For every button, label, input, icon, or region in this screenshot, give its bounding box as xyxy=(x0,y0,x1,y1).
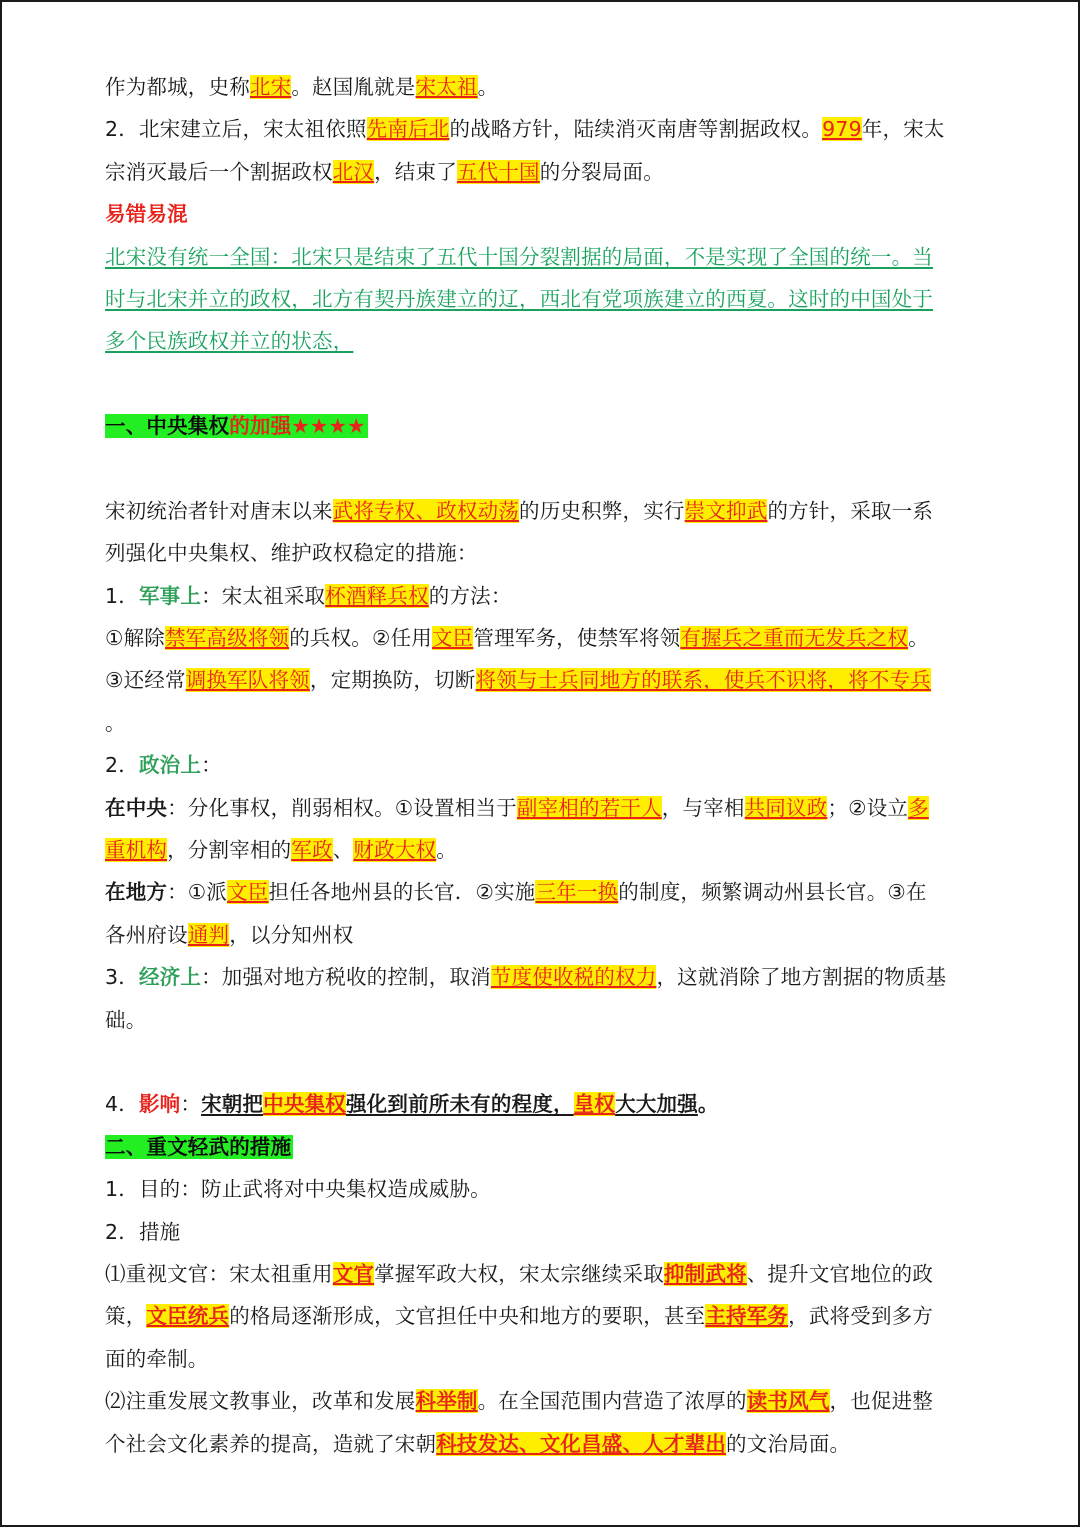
highlight-term: 武将专权、政权动荡 xyxy=(332,498,520,523)
highlight-term: 禁军高级将领 xyxy=(164,626,290,651)
paragraph-line: 1．目的：防止武将对中央集权造成威胁。 xyxy=(105,1177,491,1202)
highlight-term: 共同议政 xyxy=(744,795,828,820)
highlight-term: 北宋 xyxy=(249,75,292,99)
paragraph-line: 2．北宋建立后，宋太祖依照先南后北的战略方针，陆续消灭南唐等割据政权。979年，宋太 xyxy=(105,117,945,142)
paragraph-line: 宋初统治者针对唐末以来武将专权、政权动荡的历史积弊，实行崇文抑武的方针，采取一系 xyxy=(105,498,934,523)
highlight-term: 文臣 xyxy=(227,880,269,905)
highlight-term: 财政大权 xyxy=(353,838,437,863)
highlight-term: 多 xyxy=(908,795,929,820)
paragraph-line: 作为都城，史称北宋。赵国胤就是宋太祖。 xyxy=(105,75,499,99)
highlight-term: 北汉 xyxy=(332,159,375,184)
highlight-term: 军政 xyxy=(291,838,333,863)
document-page xyxy=(2,2,1078,1525)
note-title: 易错易混 xyxy=(105,202,188,227)
paragraph-line: ③还经常调换军队将领，定期换防，切断将领与士兵同地方的联系，使兵不识将，将不专兵 xyxy=(105,668,931,693)
document-content xyxy=(105,66,1005,1465)
paragraph-line: 础。 xyxy=(105,1007,147,1032)
highlight-term: 皇权 xyxy=(573,1092,616,1117)
political-measure: 2．政治上： xyxy=(105,753,222,778)
paragraph-line: ⑵注重发展文教事业，改革和发展科举制。在全国范围内营造了浓厚的读书风气，也促进整 xyxy=(105,1389,934,1414)
paragraph-line: 在中央：分化事权，削弱相权。①设置相当于副宰相的若干人，与宰相共同议政；②设立多 xyxy=(105,795,929,820)
highlight-term: 五代十国 xyxy=(456,159,540,184)
highlight-term: 杯酒释兵权 xyxy=(325,583,429,608)
paragraph-line: ①解除禁军高级将领的兵权。②任用文臣管理军务，使禁军将领有握兵之重而无发兵之权。 xyxy=(105,626,929,651)
highlight-term: 通判 xyxy=(187,922,230,947)
highlight-term: 崇文抑武 xyxy=(684,498,768,523)
highlight-term: 文臣 xyxy=(431,626,474,651)
paragraph-line: 。 xyxy=(105,710,126,735)
highlight-term: 有握兵之重而无发兵之权 xyxy=(680,626,909,651)
highlight-term: 979 xyxy=(822,117,862,142)
section-heading-1: 一、中央集权的加强★★★★ xyxy=(105,414,366,439)
influence-line: 4．影响：宋朝把中央集权强化到前所未有的程度，皇权大大加强。 xyxy=(105,1092,719,1117)
highlight-term: 科技发达、文化昌盛、人才辈出 xyxy=(436,1431,727,1456)
note-line: 多个民族政权并立的状态， xyxy=(105,329,354,354)
military-measure: 1．军事上：宋太祖采取杯酒释兵权的方法： xyxy=(105,583,512,608)
highlight-term: 主持军务 xyxy=(705,1304,789,1329)
highlight-term: 副宰相的若干人 xyxy=(516,795,662,820)
paragraph-line: 策，文臣统兵的格局逐渐形成，文官担任中央和地方的要职，甚至主持军务，武将受到多方 xyxy=(105,1304,934,1329)
highlight-term: 科举制 xyxy=(415,1389,478,1414)
paragraph-line: 2．措施 xyxy=(105,1219,181,1244)
highlight-term: 中央集权 xyxy=(263,1092,346,1117)
economic-measure: 3．经济上：加强对地方税收的控制，取消节度使收税的权力，这就消除了地方割据的物质基 xyxy=(105,965,947,990)
section-heading-2: 二、重文轻武的措施 xyxy=(105,1134,292,1159)
paragraph-line: 重机构，分割宰相的军政、财政大权。 xyxy=(105,838,457,863)
paragraph-line: 面的牵制。 xyxy=(105,1346,209,1371)
paragraph-line: 宗消灭最后一个割据政权北汉，结束了五代十国的分裂局面。 xyxy=(105,159,664,184)
highlight-term: 文臣统兵 xyxy=(146,1304,230,1329)
paragraph-line: 各州府设通判，以分知州权 xyxy=(105,922,354,947)
highlight-term: 抑制武将 xyxy=(663,1261,747,1286)
highlight-term: 三年一换 xyxy=(535,880,619,905)
highlight-term: 将领与士兵同地方的联系，使兵不识将，将不专兵 xyxy=(475,668,931,693)
highlight-term: 节度使收税的权力 xyxy=(490,965,657,990)
highlight-term: 文官 xyxy=(332,1261,375,1286)
highlight-term: 重机构 xyxy=(105,838,168,863)
paragraph-line: 列强化中央集权、维护政权稳定的措施： xyxy=(105,541,478,566)
paragraph-line: 在地方：①派文臣担任各地州县的长官．②实施三年一换的制度，频繁调动州县长官。③在 xyxy=(105,880,927,905)
paragraph-line: 个社会文化素养的提高，造就了宋朝科技发达、文化昌盛、人才辈出的文治局面。 xyxy=(105,1431,851,1456)
highlight-term: 先南后北 xyxy=(366,117,450,142)
note-line: 时与北宋并立的政权，北方有契丹族建立的辽，西北有党项族建立的西夏。这时的中国处于 xyxy=(105,286,933,311)
highlight-term: 调换军队将领 xyxy=(185,668,310,693)
highlight-term: 读书风气 xyxy=(746,1389,830,1414)
paragraph-line: ⑴重视文官：宋太祖重用文官掌握军政大权，宋太宗继续采取抑制武将、提升文官地位的政 xyxy=(105,1261,934,1286)
highlight-term: 宋太祖 xyxy=(415,75,478,99)
note-line: 北宋没有统一全国：北宋只是结束了五代十国分裂割据的局面，不是实现了全国的统一。当 xyxy=(105,244,933,269)
